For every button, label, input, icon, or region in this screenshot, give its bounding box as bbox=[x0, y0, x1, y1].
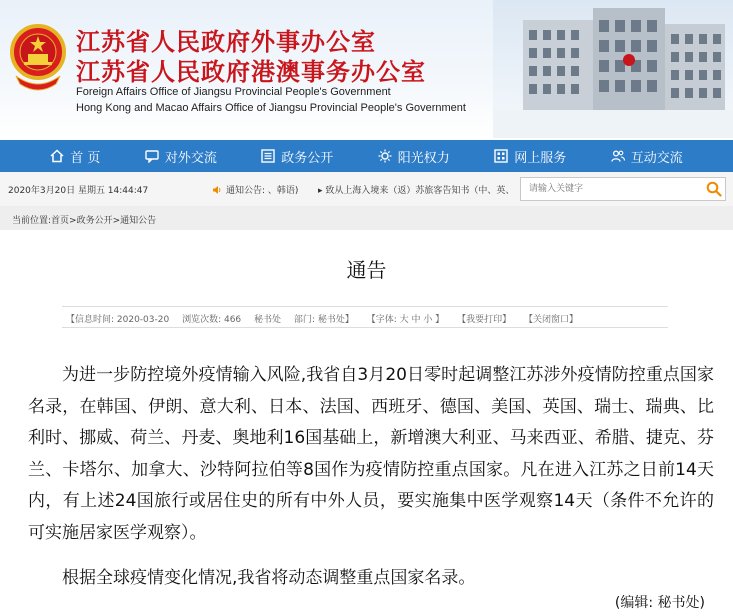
nav-item-label: 互动交流 bbox=[630, 150, 683, 166]
site-title-en-2: Hong Kong and Macao Affairs Office of Jiangsu Provincial People's Government bbox=[76, 102, 466, 114]
search-icon bbox=[706, 181, 722, 197]
site-title-cn-2: 江苏省人民政府港澳事务办公室 bbox=[76, 58, 426, 86]
nav-item-label: 阳光权力 bbox=[397, 150, 450, 166]
meta-info-time: 【信息时间: 2020-03-20 bbox=[66, 315, 170, 325]
article-paragraph-1: 为进一步防控境外疫情输入风险,我省自3月20日零时起调整江苏涉外疫情防控重点国家名录，在韩国、伊朗、意大利、日本、法国、西班牙、德国、美国、英国、瑞士、瑞典、比利时、挪威、荷兰、丹麦、奥地利16国基础上，新增澳大利亚、马来西亚、希腊、捷克、芬兰、卡塔尔、加拿大、沙特阿拉伯等8国作为疫情防控重点国家。凡在进入江苏之日前14天内，有上述24国旅行或居住史的所有中外人员，要实施集中医学观察14天（条件不允许的可实施居家医学观察）。 bbox=[28, 365, 714, 543]
article-editor: (编辑: 秘书处) bbox=[614, 595, 705, 611]
site-title-en-1: Foreign Affairs Office of Jiangsu Provincial People's Government bbox=[76, 86, 391, 98]
nav-item-label: 首 页 bbox=[70, 150, 101, 166]
search-input[interactable] bbox=[521, 178, 703, 200]
government-building-image bbox=[493, 0, 733, 138]
site-title-cn-1: 江苏省人民政府外事办公室 bbox=[76, 28, 376, 56]
search-button[interactable] bbox=[703, 178, 725, 200]
nav-item-sunshine-power[interactable] bbox=[378, 147, 450, 166]
nav-item-online-service[interactable] bbox=[494, 147, 566, 166]
grid-icon bbox=[494, 149, 508, 163]
nav-item-home[interactable] bbox=[50, 147, 100, 166]
nav-item-gov-affairs[interactable] bbox=[261, 147, 333, 166]
nav-item-interaction[interactable] bbox=[611, 147, 683, 166]
chat-icon bbox=[145, 149, 159, 163]
nav-item-foreign-exchange[interactable] bbox=[145, 147, 217, 166]
speaker-icon bbox=[212, 185, 222, 195]
national-emblem-icon bbox=[6, 18, 70, 96]
list-icon bbox=[261, 149, 275, 163]
nav-item-label: 网上服务 bbox=[514, 150, 567, 166]
search-box bbox=[520, 177, 726, 201]
notice-text: 通知公告: 、韩语) bbox=[226, 186, 299, 196]
nav-item-label: 政务公开 bbox=[281, 150, 334, 166]
print-button[interactable]: 【我要打印】 bbox=[457, 315, 512, 325]
font-size-control[interactable]: 【字体: 大 中 小 】 bbox=[366, 315, 445, 325]
article-title: 通告 bbox=[346, 258, 387, 282]
close-window-button[interactable]: 【关闭窗口】 bbox=[523, 315, 578, 325]
meta-views: 浏览次数: 466 bbox=[182, 315, 242, 325]
meta-dept: 部门: 秘书处】 bbox=[293, 315, 354, 325]
sun-icon bbox=[378, 149, 392, 163]
info-bar bbox=[0, 172, 733, 206]
breadcrumb: 当前位置:首页>政务公开>通知公告 bbox=[0, 206, 733, 230]
nav-item-label: 对外交流 bbox=[164, 150, 217, 166]
notice-ticker-link[interactable]: ▸ 致从上海入境来（返）苏旅客告知书（中、英、 bbox=[318, 186, 515, 196]
main-nav bbox=[0, 140, 733, 172]
article-paragraph-2: 根据全球疫情变化情况,我省将动态调整重点国家名录。 bbox=[62, 568, 476, 588]
article-body bbox=[28, 360, 714, 595]
current-datetime: 2020年3月20日 星期五 14:44:47 bbox=[8, 186, 149, 196]
meta-sender: 秘书处 bbox=[254, 315, 282, 325]
home-icon bbox=[50, 149, 64, 163]
header-banner bbox=[0, 0, 733, 138]
notice-label[interactable] bbox=[212, 183, 298, 196]
users-icon bbox=[611, 149, 625, 163]
article-meta bbox=[62, 306, 668, 328]
